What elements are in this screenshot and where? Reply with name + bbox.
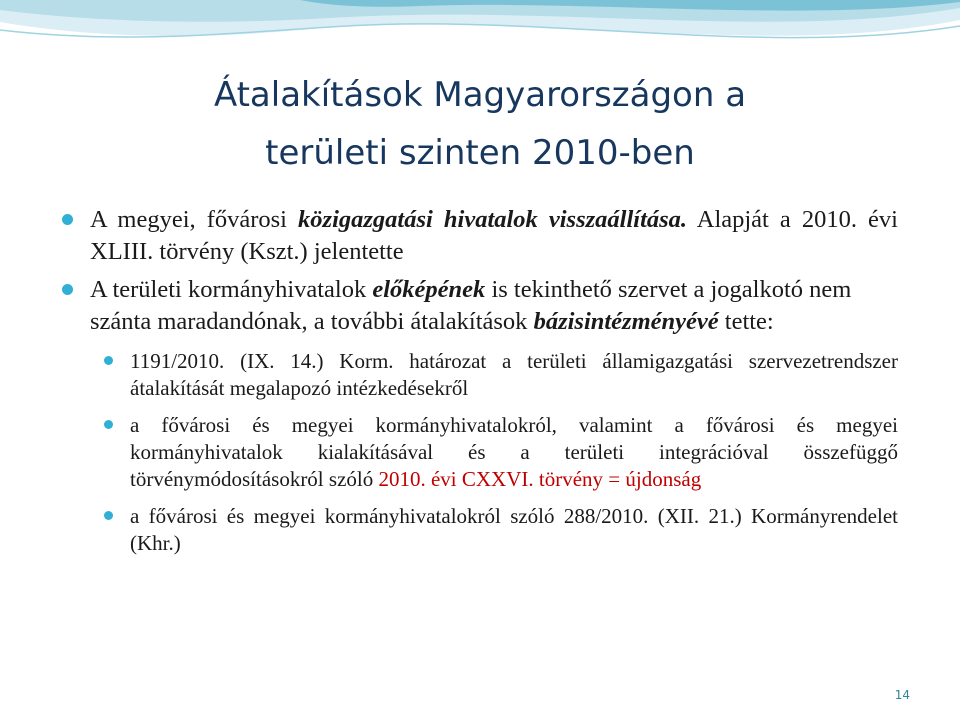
- slide-content: [62, 204, 898, 567]
- sub-bullet-3-text: a fővárosi és megyei kormányhivatalokról szóló 288/2010. (XII. 21.) Kormányrendelet (Khr.): [130, 504, 898, 555]
- sub-bullet-dot-icon: [104, 356, 113, 365]
- bullet-2-text-c: tette:: [718, 308, 774, 335]
- sub-bullet-dot-icon: [104, 511, 113, 520]
- bullet-kormanyhivatalok-elokep: [62, 274, 898, 338]
- bullet-kozigazgatasi-hivatalok: [62, 204, 898, 268]
- bullet-dot-icon: [62, 284, 73, 295]
- page-number: 14: [894, 688, 910, 702]
- bullet-1-emphasis: közigazgatási hivatalok visszaállítása.: [298, 206, 688, 233]
- sub-bullet-torveny-ujdonsag: [104, 412, 898, 493]
- bullet-2-text-b: is tekinthető szervet a jogalkotó nem szánta maradandónak, a további átalakítások: [90, 276, 852, 335]
- slide-title: [60, 66, 900, 182]
- bullet-1-text-a: A megyei, fővárosi: [90, 206, 299, 233]
- sub-bullet-korm-hatarozat: [104, 348, 898, 402]
- header-wave-decoration: [0, 0, 960, 70]
- sub-bullet-kormanyrendelet: [104, 503, 898, 557]
- title-line-2: területi szinten 2010-ben: [265, 133, 695, 173]
- bullet-dot-icon: [62, 214, 73, 225]
- sub-bullet-dot-icon: [104, 420, 113, 429]
- sub-bullet-2-highlight: 2010. évi CXXVI. törvény = újdonság: [378, 467, 702, 491]
- sub-bullet-2-text: a fővárosi és megyei kormányhivatalokról, valamint a fővárosi és megyei kormányhivatalok kialakításával és a területi integrációval összefüggő törvénymódosításokról szóló: [130, 413, 898, 491]
- bullet-2-text-a: A területi kormányhivatalok: [90, 276, 373, 303]
- bullet-1-text-b: Alapját a 2010. évi XLIII. törvény (Kszt.) jelentette: [90, 206, 898, 265]
- sub-bullet-1-text: 1191/2010. (IX. 14.) Korm. határozat a területi államigazgatási szervezetrendszer átalakítását megalapozó intézkedésekről: [130, 349, 898, 400]
- bullet-2-emphasis-1: előképének: [372, 276, 486, 303]
- title-line-1: Átalakítások Magyarországon a: [213, 75, 747, 115]
- bullet-2-emphasis-2: bázisintézményévé: [533, 308, 719, 335]
